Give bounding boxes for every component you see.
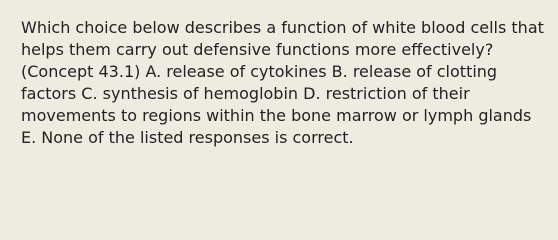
question-line: helps them carry out defensive functions more effectively? (21, 40, 494, 59)
question-line: Which choice below describes a function of white blood cells that (21, 18, 544, 37)
question-line: (Concept 43.1) A. release of cytokines B. release of clotting (21, 62, 498, 81)
question-text (21, 17, 546, 149)
question-line: movements to regions within the bone marrow or lymph glands (21, 106, 532, 125)
question-line: E. None of the listed responses is correct. (21, 128, 354, 147)
question-line: factors C. synthesis of hemoglobin D. restriction of their (21, 84, 470, 103)
